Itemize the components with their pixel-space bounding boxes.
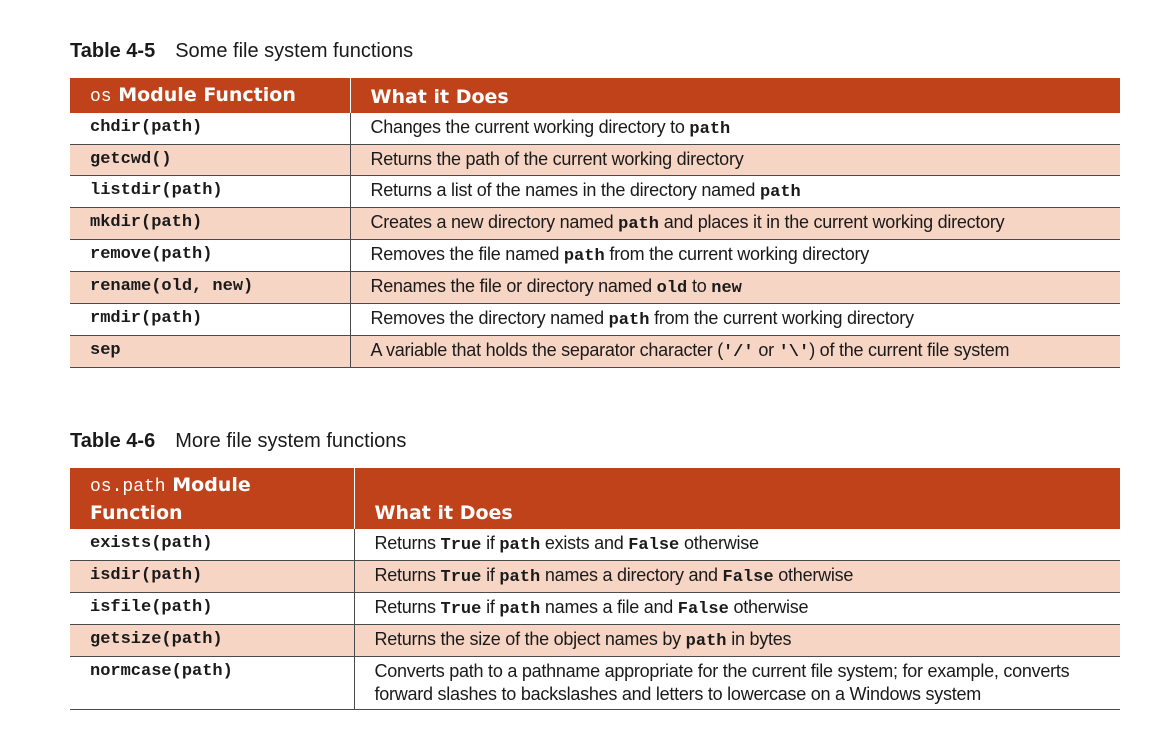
table-body [70,113,1120,368]
description-text: Returns [374,597,441,617]
inline-code: path [618,215,659,234]
table-4-6 [70,468,1120,710]
table-header-row [70,78,1120,113]
description-text: if [481,597,500,617]
function-name-cell: getcwd() [70,145,350,176]
description-text: names a directory and [540,565,723,585]
description-text: Removes the file named [370,244,564,264]
table-row [70,593,1120,625]
inline-code: path [499,568,541,587]
description-cell [350,336,1120,368]
description-cell [354,657,1120,710]
description-text: if [481,565,500,585]
function-name-cell: remove(path) [70,240,350,272]
table-row [70,657,1120,710]
description-text: Creates a new directory named [370,212,619,232]
header-module-label: Module [165,474,251,496]
description-text: Returns the path of the current working directory [370,149,744,169]
description-text: from the current working directory [649,308,914,328]
function-name-cell: sep [70,336,350,368]
table-row [70,113,1120,145]
header-function-label: Function [90,502,183,524]
function-name-cell: listdir(path) [70,176,350,208]
description-text: Removes the directory named [370,308,609,328]
function-name-cell: rename(old, new) [70,272,350,304]
inline-code: path [685,632,727,651]
inline-code: False [677,600,729,619]
inline-code: True [440,600,482,619]
table-row [70,625,1120,657]
function-name-cell: isdir(path) [70,561,354,593]
inline-code: True [440,568,482,587]
table-number: Table 4-5 [70,40,156,62]
description-cell [350,113,1120,145]
description-text: Returns [374,533,441,553]
description-cell [354,625,1120,657]
function-name-cell: exists(path) [70,529,354,561]
header-what-it-does: What it Does [350,78,1120,113]
description-text: Returns the size of the object names by [374,629,686,649]
table-title: More file system functions [175,430,407,452]
inline-code: path [689,120,731,139]
description-text: otherwise [679,533,759,553]
description-text: otherwise [728,597,809,617]
description-text: to [687,276,712,296]
inline-code: old [656,279,688,298]
inline-code: path [759,183,801,202]
description-text: if [481,533,500,553]
description-cell [350,272,1120,304]
table-number: Table 4-6 [70,430,156,452]
table-row [70,304,1120,336]
description-cell [354,561,1120,593]
table-row [70,240,1120,272]
inline-code: '\' [778,343,810,362]
header-module-label: Module Function [111,84,296,106]
function-name-cell: normcase(path) [70,657,354,710]
table-4-5 [70,78,1120,368]
header-module-function [70,468,354,529]
table-title: Some file system functions [175,40,414,62]
function-name-cell: rmdir(path) [70,304,350,336]
description-text: names a file and [540,597,678,617]
inline-code: False [722,568,774,587]
table-row [70,272,1120,304]
table-header-row [70,468,1120,529]
inline-code: True [440,536,482,555]
inline-code: path [608,311,650,330]
table-row [70,336,1120,368]
description-cell [350,240,1120,272]
header-what-it-does: What it Does [354,468,1120,529]
inline-code: new [711,279,742,298]
description-cell [350,145,1120,176]
function-name-cell: getsize(path) [70,625,354,657]
description-text: Returns [374,565,441,585]
description-text: and places it in the current working directory [658,212,1005,232]
table-row [70,176,1120,208]
table-4-6-caption [70,429,406,453]
function-name-cell: isfile(path) [70,593,354,625]
description-text: Converts path to a pathname appropriate for the current file system; for example, converts forward slashes to backslashes and letters to lowercase on a Windows system [374,661,1070,704]
table-row [70,208,1120,240]
table-row [70,145,1120,176]
description-text: or [753,340,779,360]
description-text: Returns a list of the names in the directory named [370,180,760,200]
description-cell [350,208,1120,240]
description-cell [354,593,1120,625]
description-cell [354,529,1120,561]
description-text: A variable that holds the separator character ( [370,340,723,360]
inline-code: path [499,536,541,555]
header-module-code: os [90,87,112,107]
description-text: from the current working directory [604,244,870,264]
description-text: otherwise [773,565,854,585]
header-module-code: os.path [90,477,166,497]
table-row [70,561,1120,593]
inline-code: '/' [722,343,754,362]
table-body [70,529,1120,710]
description-cell [350,304,1120,336]
description-text: Renames the file or directory named [370,276,657,296]
description-text: exists and [540,533,629,553]
table-4-5-caption [70,39,413,63]
inline-code: path [499,600,541,619]
header-module-function [70,78,350,113]
description-text: ) of the current file system [809,340,1010,360]
description-text: in bytes [726,629,792,649]
table-row [70,529,1120,561]
function-name-cell: chdir(path) [70,113,350,145]
description-text: Changes the current working directory to [370,117,690,137]
inline-code: path [563,247,605,266]
inline-code: False [628,536,680,555]
function-name-cell: mkdir(path) [70,208,350,240]
description-cell [350,176,1120,208]
